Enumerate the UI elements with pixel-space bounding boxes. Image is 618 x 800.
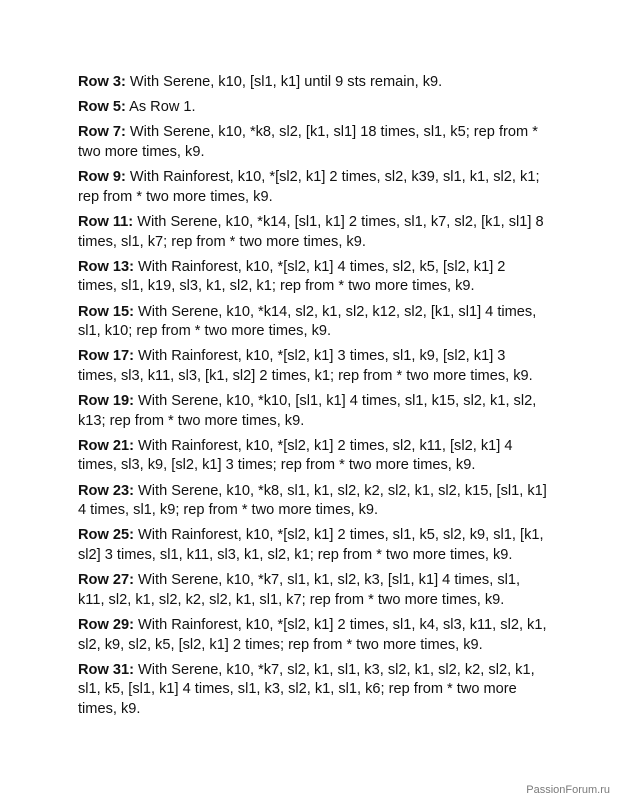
row-label: Row 9: [78,169,126,186]
row-label: Row 3: [78,74,126,90]
pattern-row [78,98,548,118]
row-label: Row 23: [78,482,134,499]
row-label: Row 21: [78,437,134,454]
row-text: With Rainforest, k10, *[sl2, k1] 2 times, sl2, k11, [sl2, k1] 4 times, sl3, k9, [sl2, k1] 3 times; rep from * two more times, k9. [78,437,513,474]
row-label: Row 25: [78,527,134,544]
row-text: With Serene, k10, *k8, sl2, [k1, sl1] 18 times, sl1, k5; rep from * two more times, k9. [78,124,538,160]
pattern-row [78,168,548,207]
row-text: With Serene, k10, *k14, [sl1, k1] 2 times, sl1, k7, sl2, [k1, sl1] 8 times, sl1, k7; rep from * two more times, k9. [78,213,544,250]
pattern-row [78,526,548,565]
row-text: As Row 1. [125,99,196,116]
pattern-row [78,347,548,386]
pattern-row [78,73,548,93]
row-label: Row 29: [78,616,134,633]
row-text: With Serene, k10, *k7, sl2, k1, sl1, k3, sl2, k1, sl2, k2, sl2, k1, sl1, k5, [sl1, k1] 4 times, sl1, k3, sl2, k1, sl1, k6; rep from * two more times, k9. [78,661,535,717]
row-text: With Serene, k10, *k10, [sl1, k1] 4 times, sl1, k15, sl2, k1, sl2, k13; rep from * two more times, k9. [78,393,537,429]
row-label: Row 27: [78,572,134,589]
pattern-row [78,437,548,476]
row-text: With Serene, k10, [sl1, k1] until 9 sts remain, k9. [125,74,443,90]
row-text: With Serene, k10, *k8, sl1, k1, sl2, k2, sl2, k1, sl2, k15, [sl1, k1] 4 times, sl1, k9; rep from * two more times, k9. [78,482,547,519]
row-text: With Rainforest, k10, *[sl2, k1] 2 times, sl2, k39, sl1, k1, sl2, k1; rep from * two more times, k9. [78,169,540,205]
row-label: Row 11: [78,213,134,230]
row-text: With Rainforest, k10, *[sl2, k1] 3 times, sl1, k9, [sl2, k1] 3 times, sl3, k11, sl3, [k1, sl2] 2 times, k1; rep from * two more times, k9. [78,348,533,384]
pattern-row [78,482,548,521]
row-label: Row 17: [78,348,134,365]
pattern-row [78,571,548,610]
pattern-row [78,392,548,431]
row-text: With Rainforest, k10, *[sl2, k1] 2 times, sl1, k5, sl2, k9, sl1, [k1, sl2] 3 times, sl1, k11, sl3, k1, sl2, k1; rep from * two more times, k9. [78,527,544,563]
row-label: Row 31: [78,661,134,678]
pattern-instructions [78,73,548,725]
pattern-row [78,303,548,342]
row-label: Row 5: [78,99,126,116]
row-label: Row 15: [78,303,134,320]
pattern-row [78,213,548,252]
pattern-row [78,258,548,297]
pattern-row [78,616,548,655]
watermark: PassionForum.ru [526,784,610,796]
row-text: With Serene, k10, *k14, sl2, k1, sl2, k12, sl2, [k1, sl1] 4 times, sl1, k10; rep from * two more times, k9. [78,303,537,340]
row-label: Row 13: [78,258,134,275]
row-text: With Rainforest, k10, *[sl2, k1] 4 times, sl2, k5, [sl2, k1] 2 times, sl1, k19, sl3, k1, sl2, k1; rep from * two more times, k9. [78,258,506,295]
pattern-row [78,123,548,162]
pattern-row [78,661,548,720]
row-text: With Rainforest, k10, *[sl2, k1] 2 times, sl1, k4, sl3, k11, sl2, k1, sl2, k9, sl2, k5, [sl2, k1] 2 times; rep from * two more times, k9. [78,616,547,653]
row-label: Row 7: [78,124,126,141]
row-text: With Serene, k10, *k7, sl1, k1, sl2, k3, [sl1, k1] 4 times, sl1, k11, sl2, k1, sl2, k2, sl2, k1, sl1, k7; rep from * two more times, k9. [78,572,521,608]
row-label: Row 19: [78,393,134,410]
